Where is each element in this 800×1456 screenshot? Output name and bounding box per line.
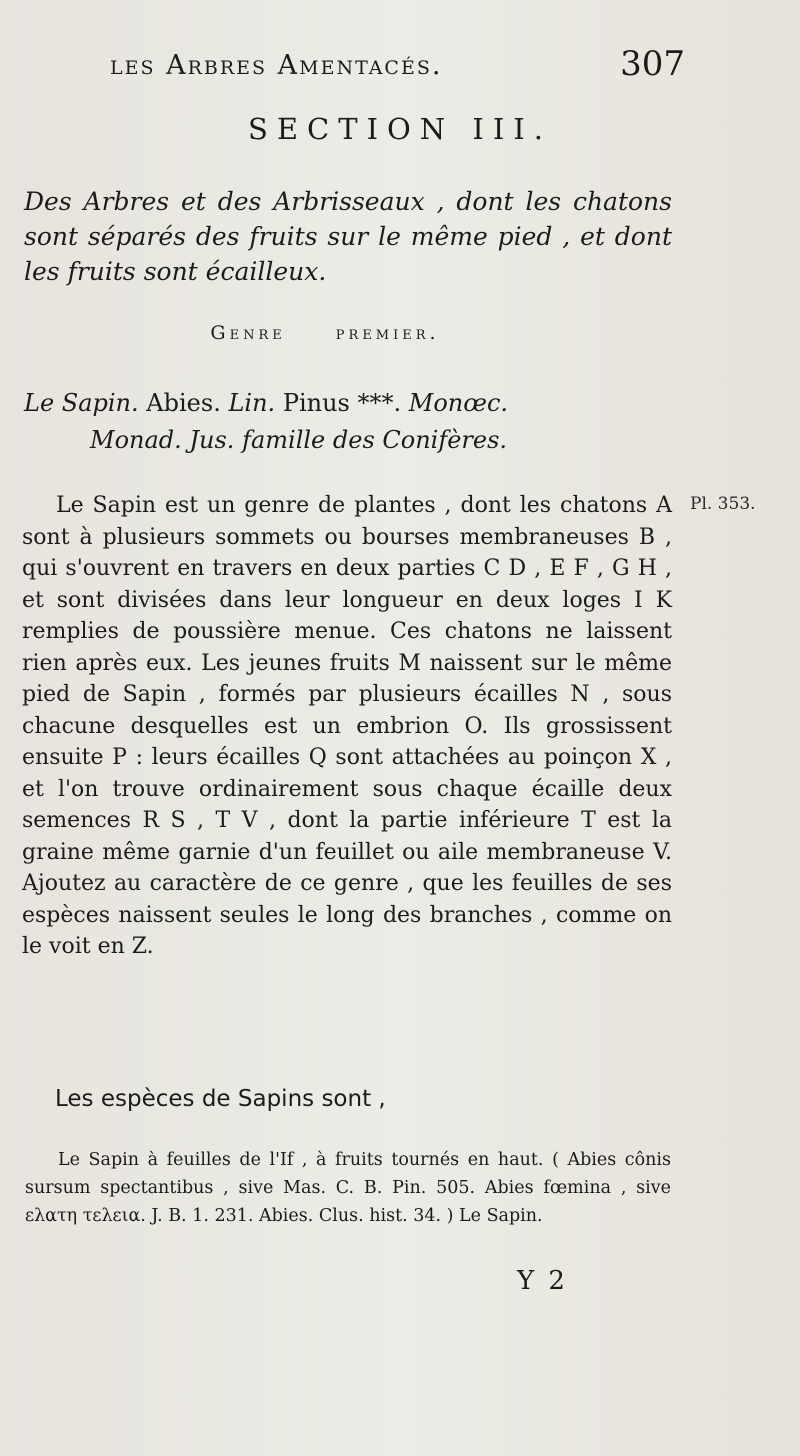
section-description: Des Arbres et des Arbrisseaux , dont les chatons sont séparés des fruits sur le même pied , et dont les fruits sont écailleux. — [24, 187, 672, 286]
genus-latin: Abies. — [146, 389, 221, 417]
genre-heading-ordinal: premier. — [335, 322, 440, 344]
species-description: Le Sapin à feuilles de l'If , à fruits tournés en haut. ( Abies cônis sursum spectantibus , sive Mas. C. B. Pin. 505. Abies fœmina , sive ελατη τελεια. J. B. 1. 231. Abies. Clus. hist. 34. ) Le Sapin. — [25, 1150, 671, 1226]
genre-heading — [0, 322, 690, 344]
genus-description: Le Sapin est un genre de plantes , dont les chatons A sont à plusieurs sommets ou bourses membraneuses B , qui s'ouvrent en travers en deux parties C D , E F , G H , et sont divisées dans leur longueur en deux loges I K remplies de poussière menue. Ces chatons ne laissent rien après eux. Les jeunes fruits M naissent sur le même pied de Sapin , formés par plusieurs écailles N , sous chacune desquelles est un embrion O. Ils grossissent ensuite P : leurs écailles Q sont attachées au poinçon X , et l'on trouve ordinairement sous chaque écaille deux semences R S , T V , dont la partie inférieure T est la graine même garnie d'un feuillet ou aile membraneuse V. Ajoutez au caractère de ce genre , que les feuilles de ses espèces naissent seules le long des branches , comme on le voit en Z. — [22, 493, 672, 959]
genre-heading-word: Genre — [210, 322, 286, 344]
genus-family: Monad. Jus. famille des Conifères. — [90, 426, 508, 454]
species-entry — [25, 1146, 671, 1230]
main-text — [22, 490, 672, 963]
genus-name: Le Sapin. — [24, 389, 139, 417]
section-title: SECTION III. — [248, 112, 552, 146]
species-intro: Les espèces de Sapins sont , — [55, 1086, 386, 1112]
genus-authority: Lin. — [228, 389, 276, 417]
genus-synonym: Pinus ***. — [282, 389, 402, 417]
genus-line — [24, 385, 672, 459]
genus-class: Monœc. — [408, 389, 509, 417]
signature-mark: Y 2 — [517, 1266, 568, 1296]
running-head — [110, 44, 685, 88]
plate-reference: Pl. 353. — [690, 494, 756, 514]
running-title: les Arbres Amentacés. — [110, 50, 443, 81]
page-number: 307 — [620, 44, 685, 84]
